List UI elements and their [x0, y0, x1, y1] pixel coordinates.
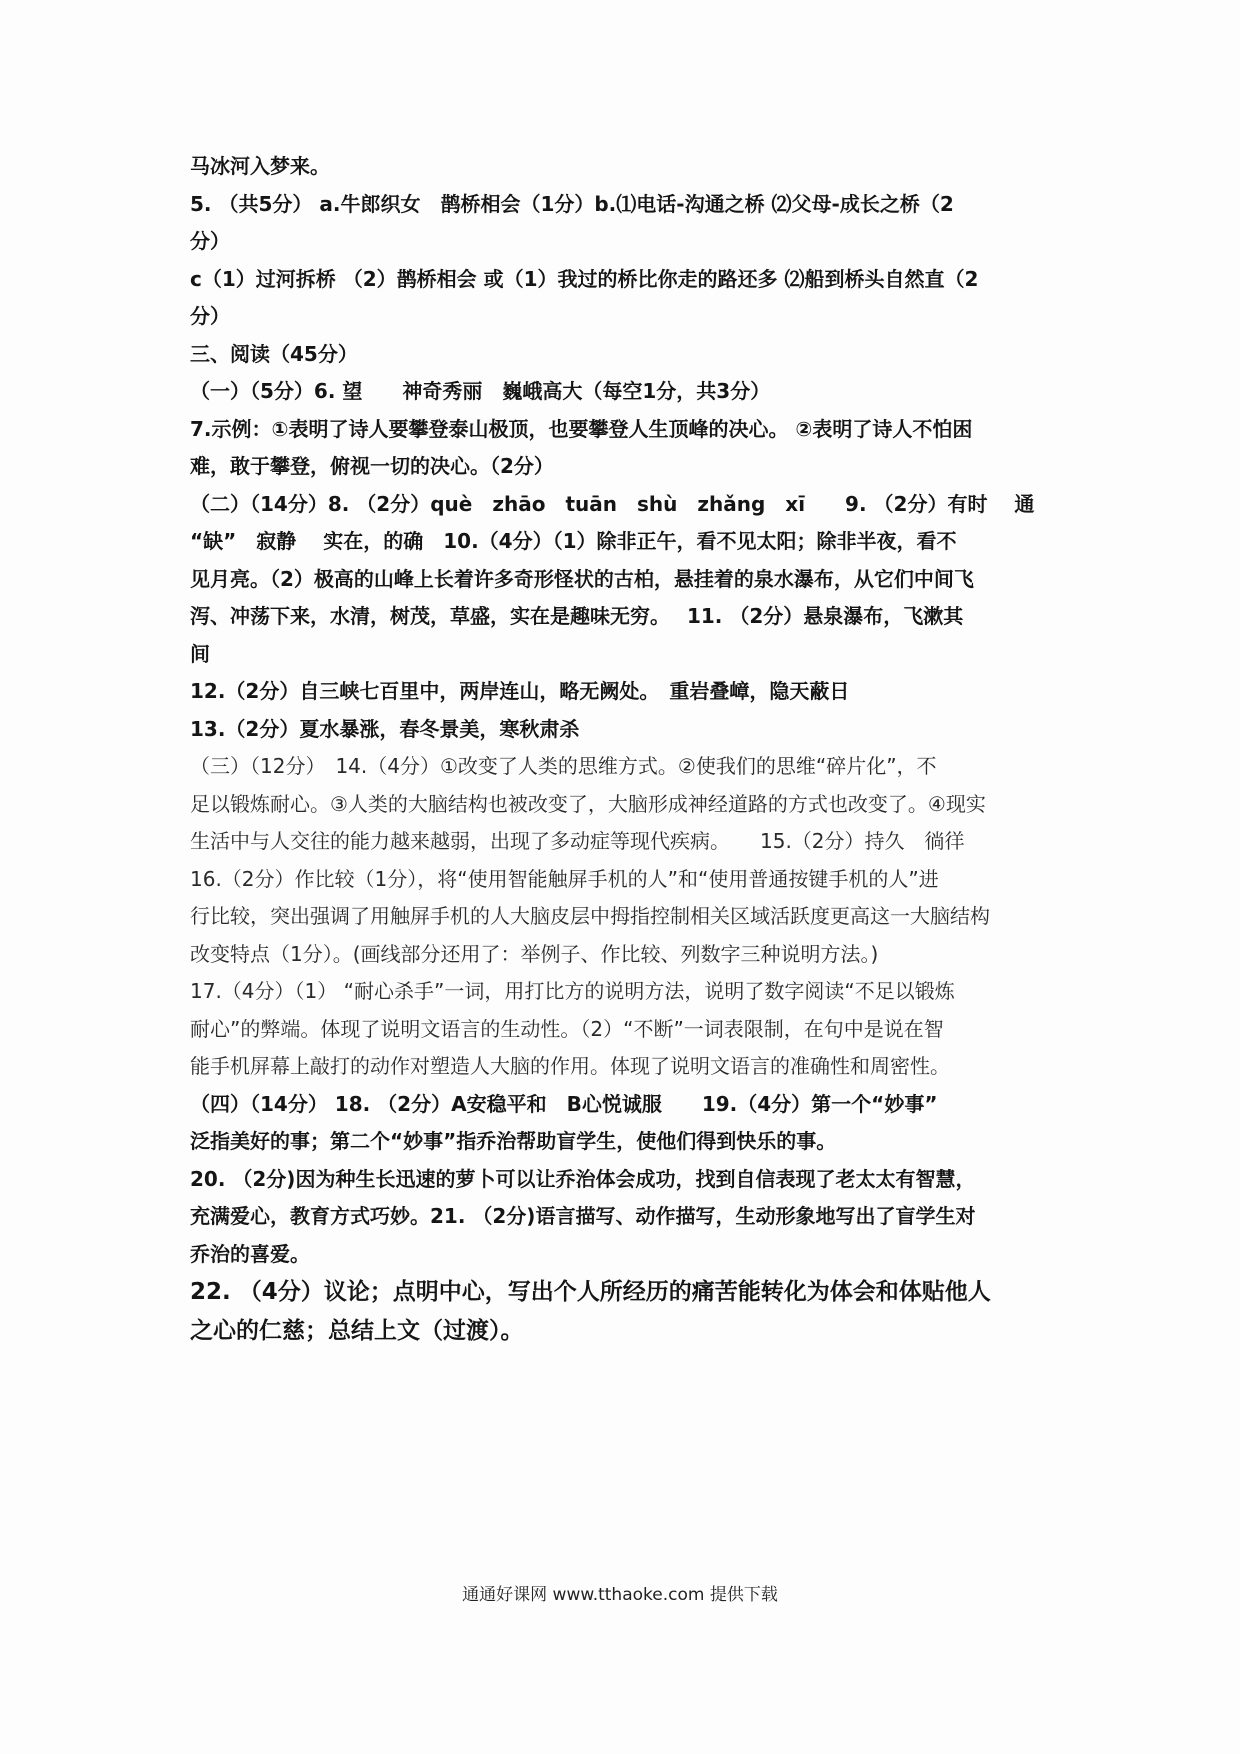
text-line: “缺” 寂静 实在，的确 10.（4分）（1）除非正午，看不见太阳；除非半夜，看不	[190, 529, 957, 553]
footer-watermark: 通通好课网 www.tthaoke.com 提供下载	[462, 1585, 778, 1605]
text-line: （三）（12分） 14.（4分）①改变了人类的思维方式。②使我们的思维“碎片化”，不	[190, 754, 937, 778]
text-line: 分）	[190, 229, 230, 253]
text-line: 20. （2分)因为种生长迅速的萝卜可以让乔治体会成功，找到自信表现了老太太有智慧，	[190, 1166, 976, 1191]
text-line: 充满爱心，教育方式巧妙。21. （2分)语言描写、动作描写，生动形象地写出了盲学生对	[190, 1204, 976, 1228]
text-line: 22. （4分）议论；点明中心，写出个人所经历的痛苦能转化为体会和体贴他人	[190, 1279, 991, 1305]
text-line: 间	[190, 641, 210, 666]
text-line: 行比较，突出强调了用触屏手机的人大脑皮层中拇指控制相关区域活跃度更高这一大脑结构	[190, 904, 990, 928]
text-line: 之心的仁慈；总结上文（过渡）。	[190, 1318, 524, 1344]
text-line: 乔治的喜爱。	[190, 1241, 310, 1266]
text-line: 马冰河入梦来。	[190, 154, 330, 178]
text-line: 泛指美好的事；第二个“妙事”指乔治帮助盲学生，使他们得到快乐的事。	[190, 1129, 837, 1153]
text-line: 5. （共5分） a.牛郎织女 鹊桥相会（1分）b.⑴电话-沟通之桥 ⑵父母-成长之桥（2	[190, 191, 954, 216]
text-line: （二）（14分）8. （2分）què zhāo tuān shù zhǎng xī 9. （2分）有时 通	[190, 491, 1035, 516]
answer-text-block	[190, 148, 1070, 1351]
text-line: 难，敢于攀登，俯视一切的决心。（2分）	[190, 454, 554, 478]
text-line: 见月亮。（2）极高的山峰上长着许多奇形怪状的古柏，悬挂着的泉水瀑布，从它们中间飞	[190, 566, 974, 591]
text-line: 16.（2分）作比较（1分），将“使用智能触屏手机的人”和“使用普通按键手机的人”进	[190, 866, 939, 891]
text-line: 足以锻炼耐心。③人类的大脑结构也被改变了，大脑形成神经道路的方式也改变了。④现实	[190, 791, 986, 816]
text-line: 17.（4分）（1） “耐心杀手”一词，用打比方的说明方法，说明了数字阅读“不足以锻炼	[190, 979, 955, 1003]
text-line: 改变特点（1分）。(画线部分还用了：举例子、作比较、列数字三种说明方法。)	[190, 941, 879, 966]
text-line: （四）（14分） 18. （2分）A安稳平和 B心悦诚服 19.（4分）第一个“妙事”	[190, 1091, 938, 1116]
text-line: 13.（2分）夏水暴涨，春冬景美，寒秋肃杀	[190, 716, 580, 741]
text-line: （一）（5分）6. 望 神奇秀丽 巍峨高大（每空1分，共3分）	[190, 379, 771, 403]
text-line: 能手机屏幕上敲打的动作对塑造人大脑的作用。体现了说明文语言的准确性和周密性。	[190, 1054, 950, 1078]
section-heading: 三、阅读（45分）	[190, 341, 358, 366]
text-line: 7.示例：①表明了诗人要攀登泰山极顶，也要攀登人生顶峰的决心。 ②表明了诗人不怕困	[190, 416, 973, 441]
text-line: 分）	[190, 304, 230, 328]
text-line: 泻、冲荡下来，水清，树茂，草盛，实在是趣味无穷。 11. （2分）悬泉瀑布，飞漱其	[190, 604, 964, 628]
text-line: 12.（2分）自三峡七百里中，两岸连山，略无阙处。 重岩叠嶂，隐天蔽日	[190, 679, 850, 703]
text-line: c（1）过河拆桥 （2）鹊桥相会 或（1）我过的桥比你走的路还多 ⑵船到桥头自然直（2	[190, 266, 979, 291]
text-line: 生活中与人交往的能力越来越弱，出现了多动症等现代疾病。 15.（2分）持久 徜徉	[190, 829, 965, 853]
text-line: 耐心”的弊端。体现了说明文语言的生动性。（2）“不断”一词表限制，在句中是说在智	[190, 1016, 944, 1041]
